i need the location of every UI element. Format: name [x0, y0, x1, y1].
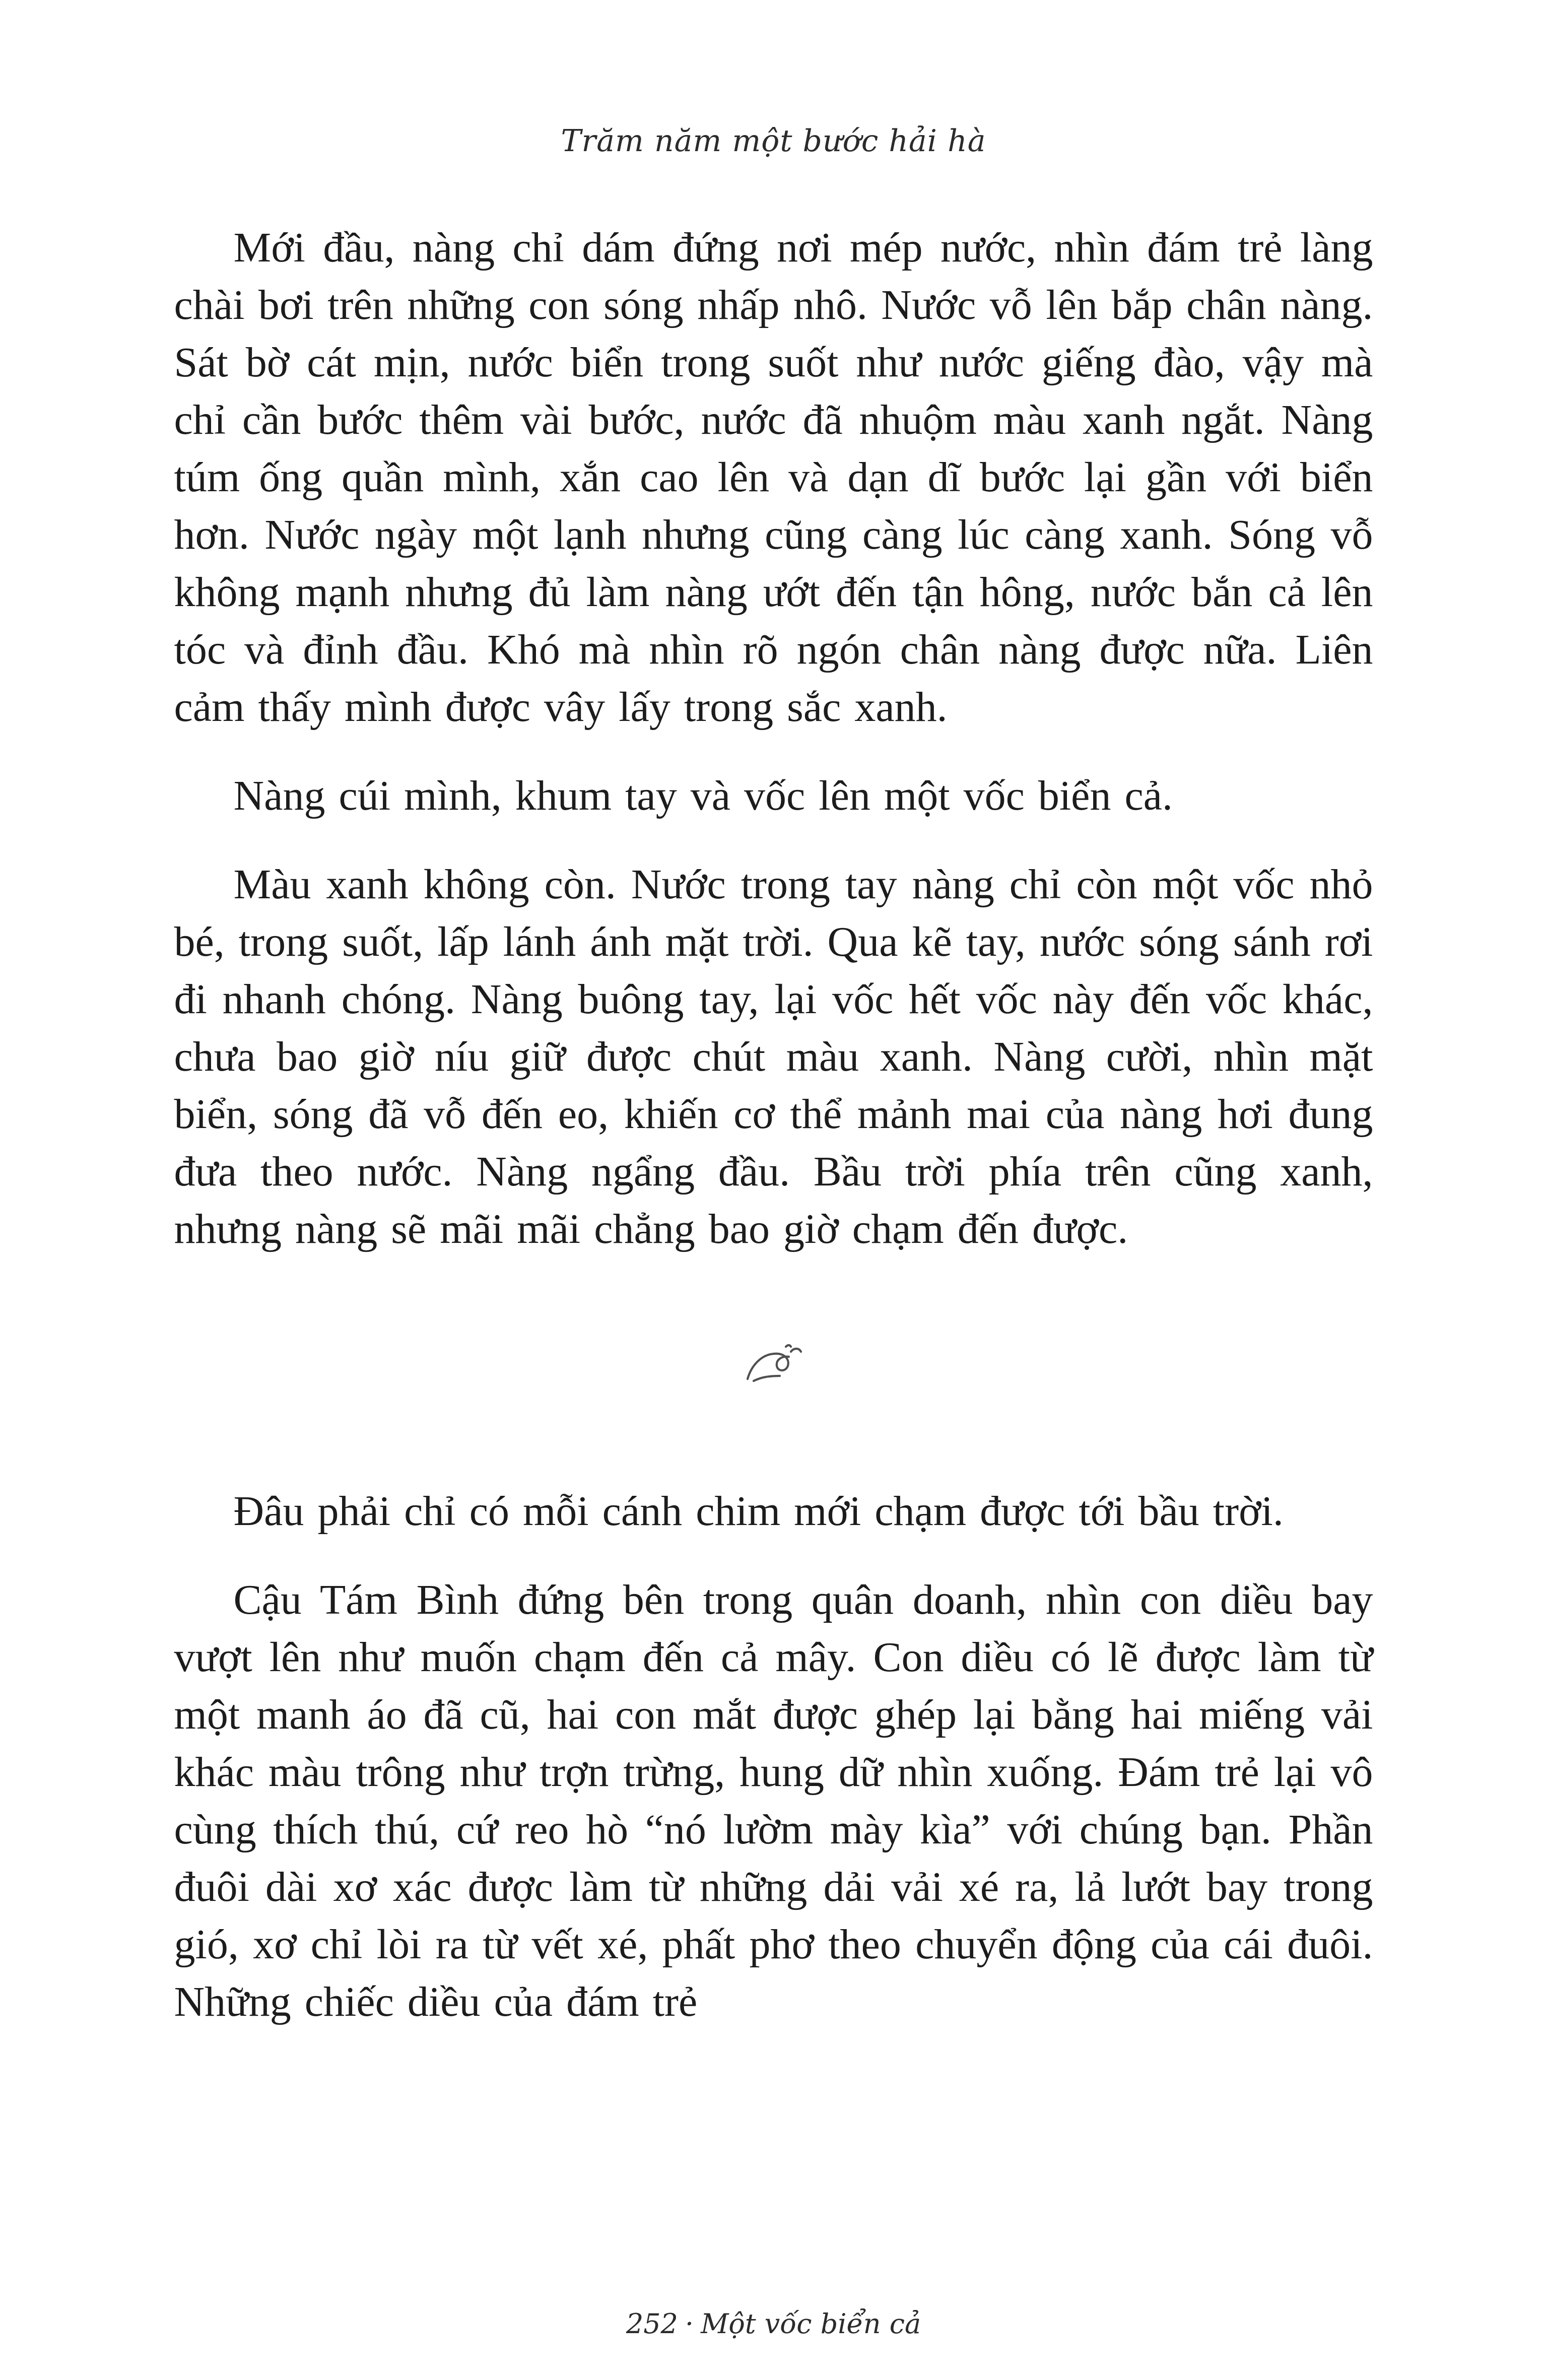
page-number: 252: [626, 2308, 678, 2340]
page-footer: [0, 2308, 1547, 2340]
paragraph: Mới đầu, nàng chỉ dám đứng nơi mép nước, nhìn đám trẻ làng chài bơi trên những con sóng nhấp nhô. Nước vỗ lên bắp chân nàng. Sát bờ cát mịn, nước biển trong suốt như nước giếng đào, vậy mà chỉ cần bước thêm vài bước, nước đã nhuộm màu xanh ngắt. Nàng túm ống quần mình, xắn cao lên và dạn dĩ bước lại gần với biển hơn. Nước ngày một lạnh nhưng cũng càng lúc càng xanh. Sóng vỗ không mạnh nhưng đủ làm nàng ướt đến tận hông, nước bắn cả lên tóc và đỉnh đầu. Khó mà nhìn rõ ngón chân nàng được nữa. Liên cảm thấy mình được vây lấy trong sắc xanh.: [174, 224, 1373, 731]
page-body: [174, 219, 1373, 2031]
footer-separator: ·: [685, 2308, 694, 2340]
running-header: Trăm năm một bước hải hà: [561, 123, 986, 159]
paragraph: Nàng cúi mình, khum tay và vốc lên một vốc biển cả.: [233, 772, 1173, 819]
footer-chapter-title: Một vốc biển cả: [701, 2308, 921, 2340]
paragraph: Cậu Tám Bình đứng bên trong quân doanh, nhìn con diều bay vượt lên như muốn chạm đến cả mây. Con diều có lẽ được làm từ một manh áo đã cũ, hai con mắt được ghép lại bằng hai miếng vải khác màu trông như trợn trừng, hung dữ nhìn xuống. Đám trẻ lại vô cùng thích thú, cứ reo hò “nó lườm mày kìa” với chúng bạn. Phần đuôi dài xơ xác được làm từ những dải vải xé ra, lả lướt bay trong gió, xơ chỉ lòi ra từ vết xé, phất phơ theo chuyển động của cái đuôi. Những chiếc diều của đám trẻ: [174, 1576, 1373, 2025]
section-divider: [174, 1339, 1373, 1387]
wave-flourish-icon: [742, 1339, 806, 1387]
paragraph: Đâu phải chỉ có mỗi cánh chim mới chạm được tới bầu trời.: [233, 1488, 1284, 1535]
paragraph: Màu xanh không còn. Nước trong tay nàng chỉ còn một vốc nhỏ bé, trong suốt, lấp lánh ánh mặt trời. Qua kẽ tay, nước sóng sánh rơi đi nhanh chóng. Nàng buông tay, lại vốc hết vốc này đến vốc khác, chưa bao giờ níu giữ được chút màu xanh. Nàng cười, nhìn mặt biển, sóng đã vỗ đến eo, khiến cơ thể mảnh mai của nàng hơi đung đưa theo nước. Nàng ngẩng đầu. Bầu trời phía trên cũng xanh, nhưng nàng sẽ mãi mãi chẳng bao giờ chạm đến được.: [174, 861, 1373, 1252]
